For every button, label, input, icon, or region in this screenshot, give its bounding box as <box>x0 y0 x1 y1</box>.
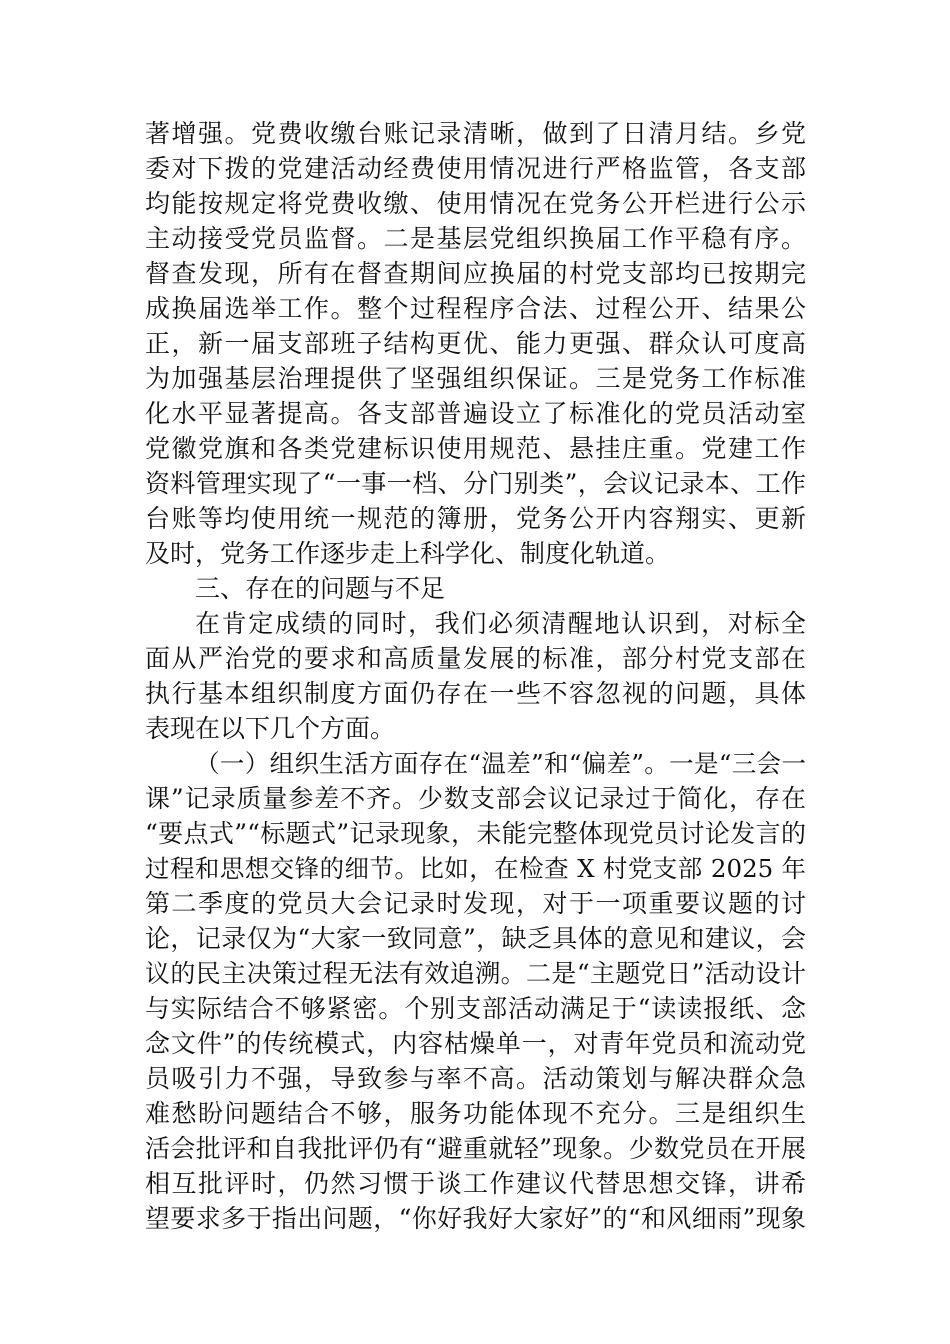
body-text-line: 议的民主决策过程无法有效追溯。二是“主题党日”活动设计 <box>145 959 806 988</box>
paragraph-first-line: 在肯定成绩的同时，我们必须清醒地认识到，对标全 <box>195 609 806 638</box>
section-heading: 三、存在的问题与不足 <box>195 574 446 603</box>
body-text-line: 念文件”的传统模式，内容枯燥单一，对青年党员和流动党 <box>145 1029 806 1058</box>
body-text-line: 著增强。党费收缴台账记录清晰，做到了日清月结。乡党 <box>145 119 806 148</box>
body-text-line: 执行基本组织制度方面仍存在一些不容忽视的问题，具体 <box>145 679 806 708</box>
body-text-line: 望要求多于指出问题，“你好我好大家好”的“和风细雨”现象 <box>145 1204 806 1233</box>
body-text-line: 与实际结合不够紧密。个别支部活动满足于“读读报纸、念 <box>145 994 806 1023</box>
body-text-line: 课”记录质量参差不齐。少数支部会议记录过于简化，存在 <box>145 784 806 813</box>
body-text-line: 委对下拨的党建活动经费使用情况进行严格监管，各支部 <box>145 154 806 183</box>
body-text-line: 活会批评和自我批评仍有“避重就轻”现象。少数党员在开展 <box>145 1134 806 1163</box>
body-text-line: 正，新一届支部班子结构更优、能力更强、群众认可度高 <box>145 329 806 358</box>
body-text-line: 资料管理实现了“一事一档、分门别类”，会议记录本、工作 <box>145 469 806 498</box>
body-text-line: 为加强基层治理提供了坚强组织保证。三是党务工作标准 <box>145 364 806 393</box>
body-text-line: 党徽党旗和各类党建标识使用规范、悬挂庄重。党建工作 <box>145 434 806 463</box>
body-text-line: 及时，党务工作逐步走上科学化、制度化轨道。 <box>145 539 671 568</box>
body-text-line: 过程和思想交锋的细节。比如，在检查 X 村党支部 2025 年 <box>145 854 806 883</box>
body-text-line: 员吸引力不强，导致参与率不高。活动策划与解决群众急 <box>145 1064 806 1093</box>
body-text-line: 第二季度的党员大会记录时发现，对于一项重要议题的讨 <box>145 889 806 918</box>
body-text-line: 均能按规定将党费收缴、使用情况在党务公开栏进行公示 <box>145 189 806 218</box>
body-text-line: 化水平显著提高。各支部普遍设立了标准化的党员活动室 <box>145 399 806 428</box>
body-text-line: 台账等均使用统一规范的簿册，党务公开内容翔实、更新 <box>145 504 806 533</box>
body-text-line: 成换届选举工作。整个过程程序合法、过程公开、结果公 <box>145 294 806 323</box>
body-text-line: 表现在以下几个方面。 <box>145 714 396 743</box>
body-text-line: 相互批评时，仍然习惯于谈工作建议代替思想交锋，讲希 <box>145 1169 806 1198</box>
body-text-line: “要点式”“标题式”记录现象，未能完整体现党员讨论发言的 <box>145 819 806 848</box>
body-text-line: 论，记录仅为“大家一致同意”，缺乏具体的意见和建议，会 <box>145 924 806 953</box>
body-text-line: 难愁盼问题结合不够，服务功能体现不充分。三是组织生 <box>145 1099 806 1128</box>
body-text-line: 面从严治党的要求和高质量发展的标准，部分村党支部在 <box>145 644 806 673</box>
body-text-line: 主动接受党员监督。二是基层党组织换届工作平稳有序。 <box>145 224 806 253</box>
subsection-heading-line: （一）组织生活方面存在“温差”和“偏差”。一是“三会一 <box>195 749 806 778</box>
body-text-line: 督查发现，所有在督查期间应换届的村党支部均已按期完 <box>145 259 806 288</box>
